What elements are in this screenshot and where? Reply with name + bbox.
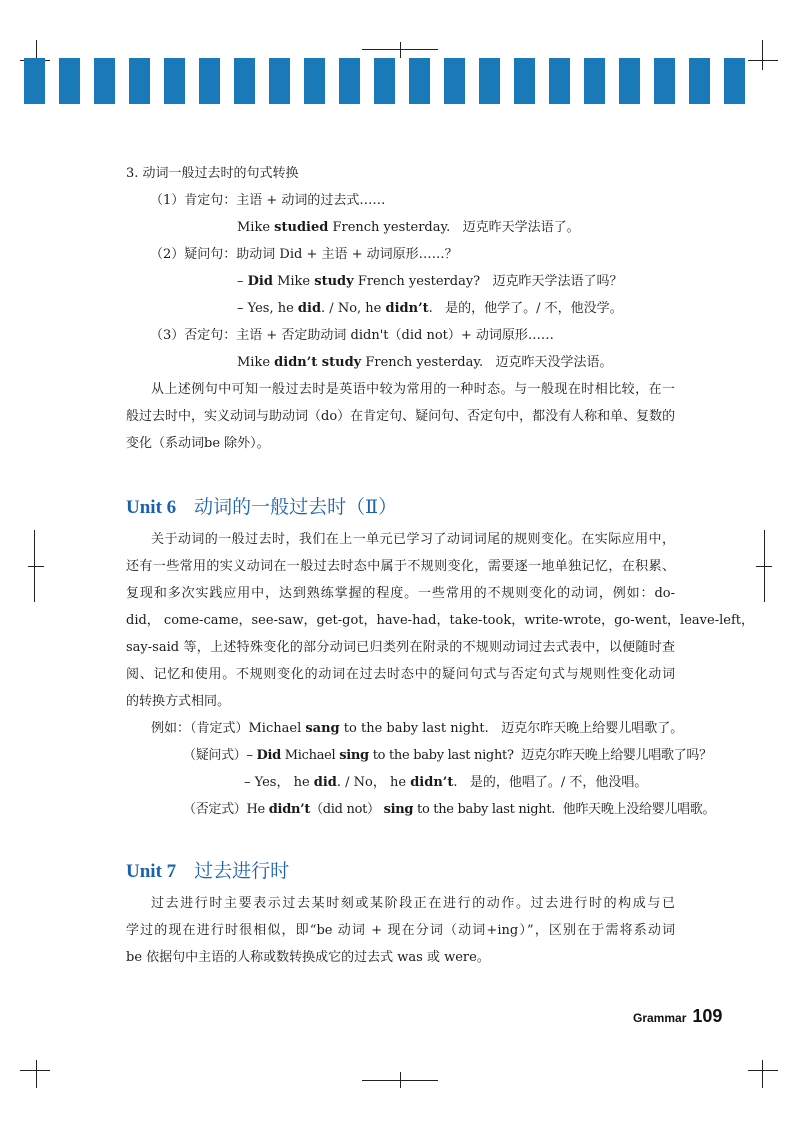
example-answer (244, 774, 647, 792)
example-translation: 是的，他学了。/ 不，他没学。 (445, 301, 623, 316)
unit-label: Unit 6 (126, 497, 177, 518)
affirmative-example (237, 219, 580, 237)
page-footer (633, 1006, 722, 1027)
example-verb: Did (247, 274, 273, 289)
header-stripe (654, 58, 675, 104)
summary-line (126, 408, 675, 426)
paragraph-text: 关于动词的一般过去时，我们在上一单元已学习了动词词尾的规则变化。在实际应用中， (151, 532, 675, 547)
header-stripe-band (24, 58, 764, 104)
paragraph-line (126, 639, 675, 657)
paragraph-line (151, 895, 675, 913)
paragraph-line (126, 922, 675, 940)
example-question (183, 747, 712, 765)
example-verb: studied (274, 220, 329, 235)
crop-mark (748, 1070, 778, 1071)
header-stripe (164, 58, 185, 104)
paragraph-text: 阅、记忆和使用。不规则变化的动词在过去时态中的疑问句式与否定句式与规则性变化动词 (126, 667, 675, 682)
paragraph-line: be 依据句中主语的人称或数转换成它的过去式 was 或 were。 (126, 950, 490, 965)
unit-title: 过去进行时 (194, 860, 290, 882)
crop-mark (36, 1060, 37, 1088)
crop-mark (28, 566, 44, 567)
header-stripe (619, 58, 640, 104)
summary-line: 变化（系动词be 除外）。 (126, 436, 270, 451)
crop-mark (400, 1072, 401, 1088)
question-rule: （2）疑问句：助动词 Did + 主语 + 动词原形……？ (150, 247, 458, 262)
header-stripe (339, 58, 360, 104)
example-text: French yesterday. (361, 355, 484, 370)
example-text: 例如：（肯定式）Michael (151, 721, 306, 736)
paragraph-line (126, 585, 675, 603)
unit-title: 动词的一般过去时（Ⅱ） (194, 496, 398, 518)
example-text: to the baby last night? (368, 748, 514, 763)
example-verb: did (313, 775, 337, 790)
paragraph-line (126, 666, 675, 684)
example-text: French yesterday. (328, 220, 451, 235)
example-affirmative (151, 720, 683, 738)
header-stripe (59, 58, 80, 104)
question-example (237, 273, 623, 291)
example-text: （疑问式）– (183, 748, 257, 763)
crop-mark (34, 530, 35, 602)
header-stripe (269, 58, 290, 104)
header-stripe (549, 58, 570, 104)
summary-text: 般过去时中，实义动词与助动词（do）在肯定句、疑问句、否定句中，都没有人称和单、复数的 (126, 409, 676, 424)
header-stripe (94, 58, 115, 104)
header-stripe (444, 58, 465, 104)
header-stripe (689, 58, 710, 104)
example-text: to the baby last night. (339, 721, 489, 736)
paragraph-line (151, 531, 675, 549)
example-verb: Did (256, 748, 281, 763)
crop-mark (764, 530, 765, 602)
example-translation: 迈克昨天没学法语。 (495, 355, 613, 370)
example-negative (183, 801, 715, 819)
example-translation: 迈克尔昨天晚上给婴儿唱歌了吗？ (521, 748, 712, 763)
unit-7-heading (126, 859, 289, 884)
header-stripe (374, 58, 395, 104)
example-text: . (453, 775, 458, 790)
example-verb: sing (339, 748, 369, 763)
header-stripe (724, 58, 745, 104)
answer-example (237, 300, 623, 318)
summary-text: 从上述例句中可知一般过去时是英语中较为常用的一种时态。与一般现在时相比较，在一 (151, 382, 675, 397)
example-text: （否定式）He (183, 802, 269, 817)
example-translation: 他昨天晚上没给婴儿唱歌。 (562, 802, 716, 817)
example-text: . (428, 301, 433, 316)
example-translation: 是的，他唱了。/ 不，他没唱。 (469, 775, 648, 790)
example-text: Michael (280, 748, 340, 763)
example-text: – Yes， he (244, 775, 314, 790)
example-verb: sing (383, 802, 414, 817)
example-text: – Yes, he (237, 301, 298, 316)
example-text: . / No， he (336, 775, 411, 790)
header-stripe (234, 58, 255, 104)
example-text: – (237, 274, 248, 289)
paragraph-line (126, 612, 754, 630)
crop-mark (400, 42, 401, 58)
paragraph-text: say-said 等，上述特殊变化的部分动词已归类列在附录的不规则动词过去式表中，以便随时查 (126, 640, 675, 655)
example-translation: 迈克昨天学法语了。 (462, 220, 580, 235)
example-text: Mike (237, 355, 275, 370)
paragraph-line: 的转换方式相同。 (126, 694, 231, 709)
example-translation: 迈克昨天学法语了吗？ (492, 274, 623, 289)
unit-6-heading (126, 495, 397, 520)
footer-section-label: Grammar (633, 1011, 687, 1025)
header-stripe (129, 58, 150, 104)
paragraph-text: did， come-came，see-saw，get-got，have-had，take-took，write-wrote，go-went，leave-left， (126, 613, 754, 628)
paragraph-text: 学过的现在进行时很相似，即“be 动词 + 现在分词（动词+ing）”，区别在于需将系动词 (126, 923, 675, 938)
example-text: to the baby last night. (413, 802, 556, 817)
example-text: Mike (237, 220, 275, 235)
crop-mark (762, 1060, 763, 1088)
example-text: Mike (272, 274, 315, 289)
header-stripe (584, 58, 605, 104)
section-heading: 3. 动词一般过去时的句式转换 (126, 166, 299, 181)
example-text: French yesterday? (353, 274, 481, 289)
negative-rule: （3）否定句：主语 + 否定助动词 didn't（did not）+ 动词原形…… (150, 328, 554, 343)
example-verb: did (297, 301, 322, 316)
header-stripe (479, 58, 500, 104)
example-verb: didn’t study (274, 355, 362, 370)
example-verb: sang (305, 721, 340, 736)
example-verb: didn’t (268, 802, 311, 817)
unit-label: Unit 7 (126, 861, 177, 882)
paragraph-line (126, 558, 675, 576)
header-stripe (409, 58, 430, 104)
crop-mark (20, 1070, 50, 1071)
example-text: . / No, he (321, 301, 386, 316)
header-stripe (304, 58, 325, 104)
header-stripe (199, 58, 220, 104)
paragraph-text: 还有一些常用的实义动词在一般过去时态中属于不规则变化，需要逐一地单独记忆，在积累、 (126, 559, 675, 574)
summary-line (151, 381, 675, 399)
page-number: 109 (692, 1006, 723, 1026)
affirmative-rule: （1）肯定句：主语 + 动词的过去式…… (150, 193, 386, 208)
example-text: （did not） (310, 802, 384, 817)
example-verb: study (314, 274, 354, 289)
paragraph-text: 复现和多次实践应用中，达到熟练掌握的程度。一些常用的不规则变化的动词，例如：do- (126, 586, 675, 601)
negative-example (237, 354, 613, 372)
paragraph-text: 过去进行时主要表示过去某时刻或某阶段正在进行的动作。过去进行时的构成与已 (151, 896, 675, 911)
example-verb: didn’t (410, 775, 454, 790)
example-translation: 迈克尔昨天晚上给婴儿唱歌了。 (501, 721, 684, 736)
example-verb: didn’t (385, 301, 429, 316)
header-stripe (24, 58, 45, 104)
header-stripe (514, 58, 535, 104)
